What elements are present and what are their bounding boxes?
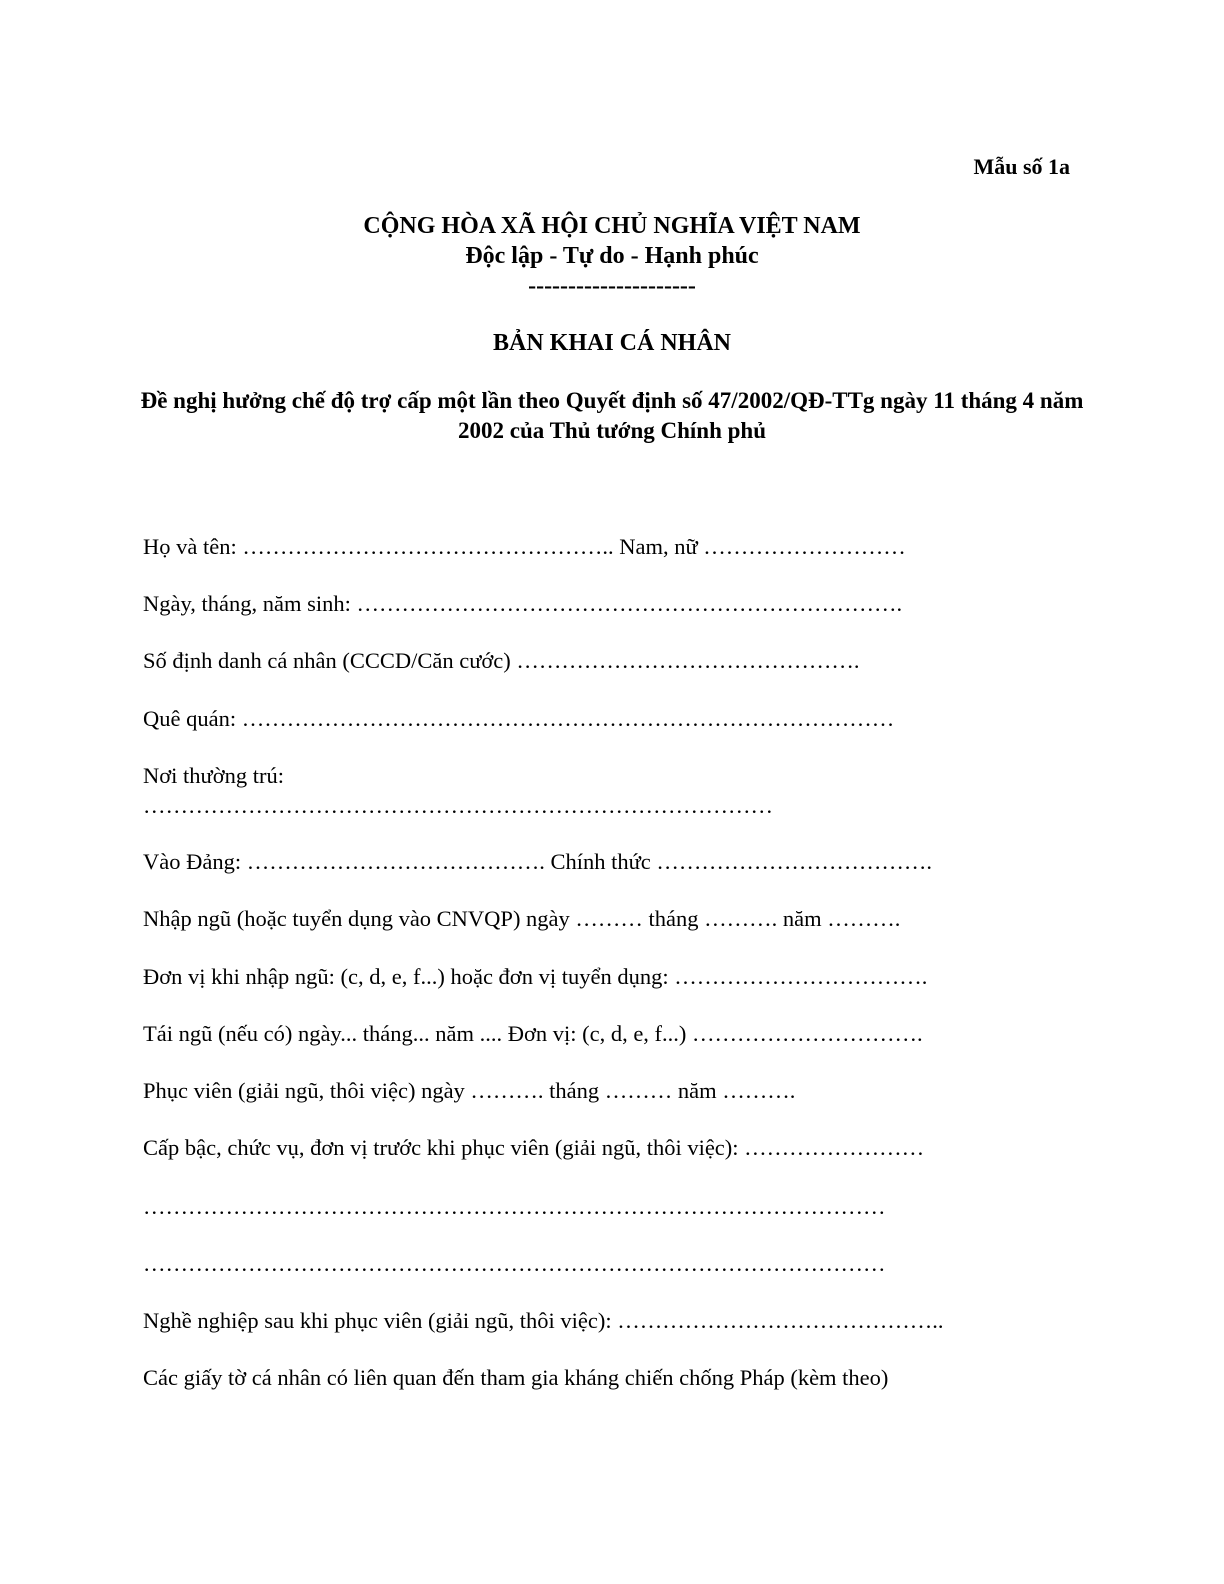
- field-demobilization-date: Phục viên (giải ngũ, thôi việc) ngày ………. tháng ……… năm ……….: [143, 1078, 796, 1103]
- field-enlistment-unit: Đơn vị khi nhập ngũ: (c, d, e, f...) hoặc đơn vị tuyển dụng: …………………………….: [143, 964, 928, 989]
- field-related-documents: Các giấy tờ cá nhân có liên quan đến tham gia kháng chiến chống Pháp (kèm theo): [143, 1365, 889, 1390]
- field-party-admission: Vào Đảng: …………………………………. Chính thức ……………………………….: [143, 849, 933, 874]
- field-rank-position-unit: Cấp bậc, chức vụ, đơn vị trước khi phục viên (giải ngũ, thôi việc): ……………………: [143, 1135, 925, 1160]
- motto: Độc lập - Tự do - Hạnh phúc: [465, 243, 759, 269]
- field-personal-id: Số định danh cá nhân (CCCD/Căn cước) ……………………………………….: [143, 648, 860, 673]
- field-enlistment-date: Nhập ngũ (hoặc tuyển dụng vào CNVQP) ngày ……… tháng ………. năm ……….: [143, 906, 901, 931]
- field-rank-line-2: ………………………………………………………………………………………: [143, 1251, 886, 1276]
- nation-heading: CỘNG HÒA XÃ HỘI CHỦ NGHĨA VIỆT NAM: [363, 213, 861, 239]
- field-rank-line-1: ………………………………………………………………………………………: [143, 1194, 886, 1219]
- field-permanent-residence: Nơi thường trú:: [143, 763, 284, 788]
- field-full-name: Họ và tên: ………………………………………….. Nam, nữ ………………………: [143, 534, 906, 559]
- field-hometown: Quê quán: ……………………………………………………………………………: [143, 706, 895, 731]
- field-re-enlistment: Tái ngũ (nếu có) ngày... tháng... năm .... Đơn vị: (c, d, e, f...) ………………………….: [143, 1021, 923, 1046]
- document-subtitle: Đề nghị hưởng chế độ trợ cấp một lần theo Quyết định số 47/2002/QĐ-TTg ngày 11 tháng 4 năm 2002 của Thủ tướng Chính phủ: [140, 388, 1084, 443]
- field-date-of-birth: Ngày, tháng, năm sinh: ……………………………………………………………….: [143, 591, 903, 616]
- header-divider: ---------------------: [528, 273, 696, 299]
- document-title: BẢN KHAI CÁ NHÂN: [492, 330, 731, 356]
- form-code: Mẫu số 1a: [973, 154, 1070, 179]
- field-permanent-residence-line: …………………………………………………………………………: [143, 793, 773, 818]
- field-occupation: Nghề nghiệp sau khi phục viên (giải ngũ, thôi việc): ……………………………………..: [143, 1308, 944, 1333]
